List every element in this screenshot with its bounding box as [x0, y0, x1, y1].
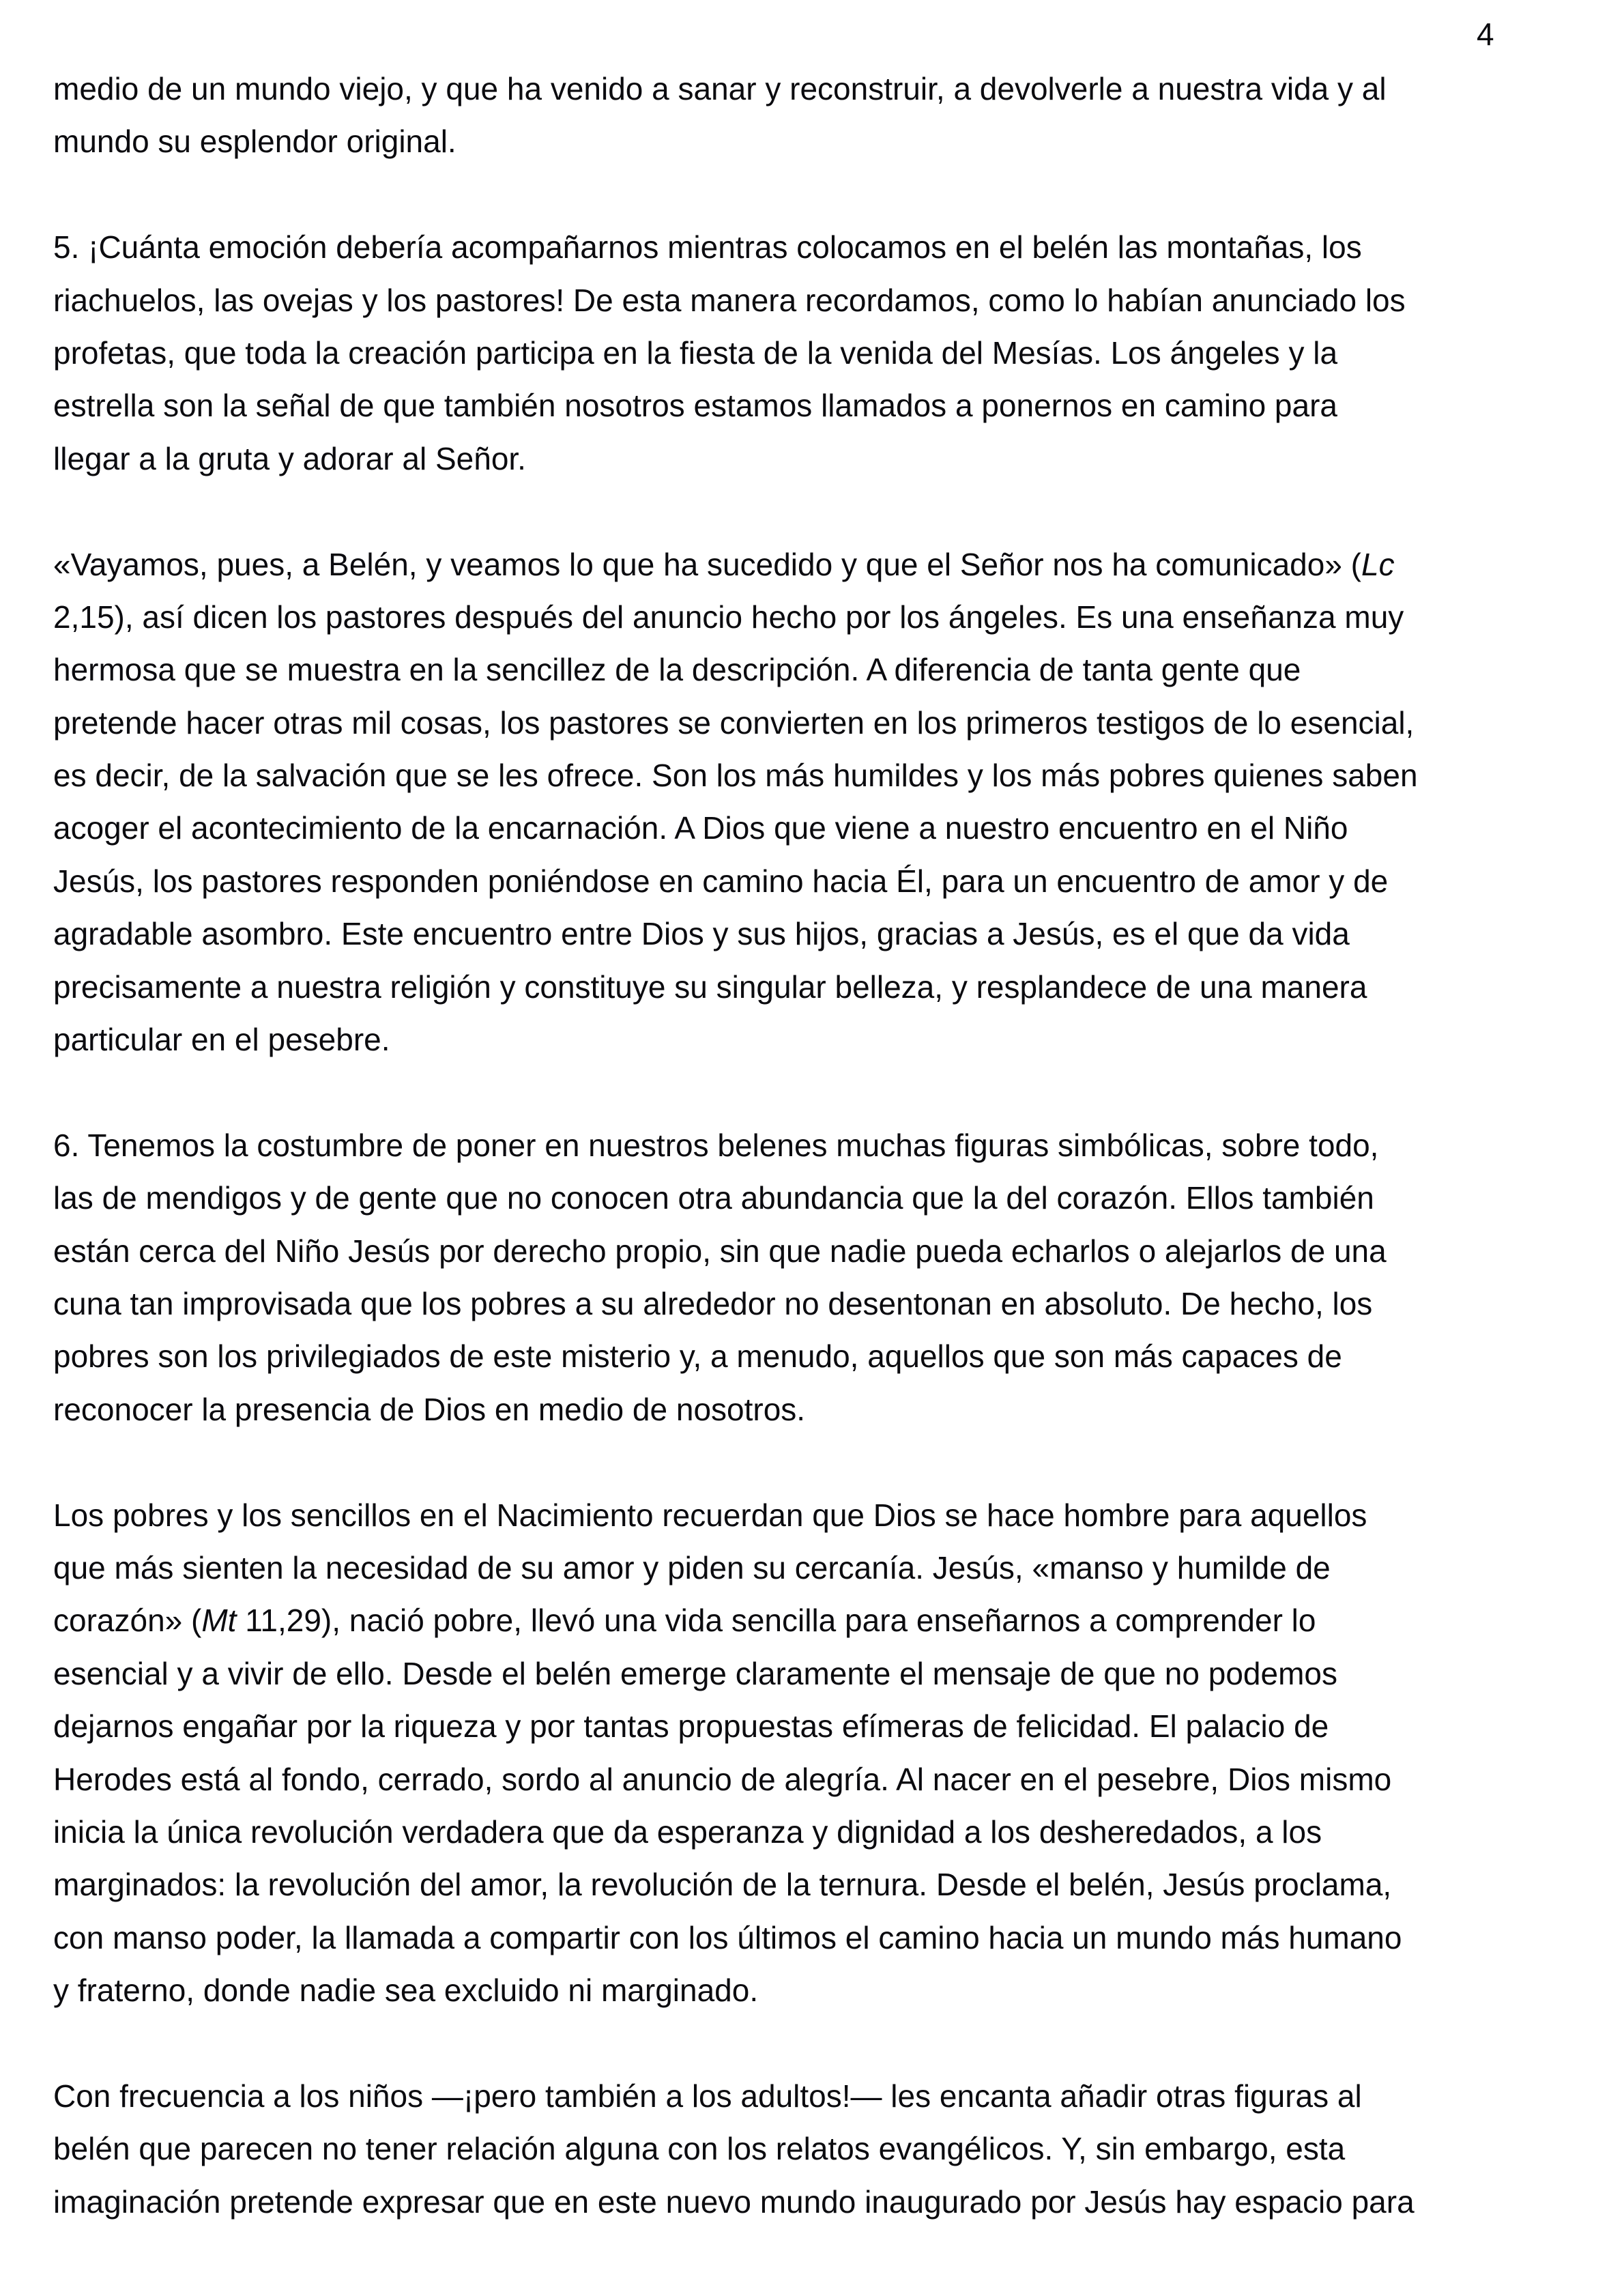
text-line — [53, 221, 1582, 274]
text-line — [53, 1119, 1582, 1172]
text-line — [53, 1225, 1582, 1278]
paragraph — [53, 539, 1582, 1067]
text-line — [53, 1806, 1582, 1859]
text-line — [53, 1542, 1582, 1594]
text-run: 2,15), así dicen los pastores después del anuncio hecho por los ángeles. Es una enseñanza muy — [53, 599, 1404, 635]
citation-abbrev: Mt — [201, 1603, 237, 1639]
text-run: llegar a la gruta y adorar al Señor. — [53, 440, 526, 476]
text-run: riachuelos, las ovejas y los pastores! De esta manera recordamos, como lo habían anunciado los — [53, 282, 1406, 318]
text-run: pobres son los privilegiados de este misterio y, a menudo, aquellos que son más capaces de — [53, 1338, 1342, 1375]
text-line — [53, 1172, 1582, 1224]
text-run: pretende hacer otras mil cosas, los pastores se convierten en los primeros testigos de lo esencial, — [53, 704, 1415, 741]
text-line — [53, 1594, 1582, 1647]
text-run: esencial y a vivir de ello. Desde el belén emerge claramente el mensaje de que no podemos — [53, 1655, 1337, 1691]
paragraph — [53, 2070, 1582, 2228]
text-line — [53, 539, 1582, 591]
text-line — [53, 2123, 1582, 2175]
text-line — [53, 1278, 1582, 1330]
text-line — [53, 274, 1582, 327]
text-run: las de mendigos y de gente que no conocen otra abundancia que la del corazón. Ellos también — [53, 1180, 1374, 1216]
text-line — [53, 1383, 1582, 1436]
text-line — [53, 1859, 1582, 1911]
text-run: imaginación pretende expresar que en este nuevo mundo inaugurado por Jesús hay espacio para — [53, 2183, 1415, 2220]
text-run: con manso poder, la llamada a compartir con los últimos el camino hacia un mundo más humano — [53, 1919, 1402, 1955]
text-run: «Vayamos, pues, a Belén, y veamos lo que ha sucedido y que el Señor nos ha comunicado» ( — [53, 546, 1361, 582]
text-run: agradable asombro. Este encuentro entre Dios y sus hijos, gracias a Jesús, es el que da vida — [53, 916, 1350, 952]
text-line — [53, 697, 1582, 749]
text-run: reconocer la presencia de Dios en medio de nosotros. — [53, 1391, 806, 1427]
text-run: dejarnos engañar por la riqueza y por tantas propuestas efímeras de felicidad. El palacio de — [53, 1708, 1329, 1745]
text-line — [53, 644, 1582, 696]
text-line — [53, 591, 1582, 644]
text-line — [53, 1489, 1582, 1542]
text-run: 11,29), nació pobre, llevó una vida sencilla para enseñarnos a comprender lo — [236, 1603, 1316, 1639]
paragraph — [53, 221, 1582, 485]
text-run: están cerca del Niño Jesús por derecho propio, sin que nadie pueda echarlos o alejarlos de una — [53, 1233, 1387, 1269]
text-run: Jesús, los pastores responden poniéndose en camino hacia Él, para un encuentro de amor y de — [53, 863, 1389, 899]
text-run: es decir, de la salvación que se les ofrece. Son los más humildes y los más pobres quienes saben — [53, 758, 1418, 794]
paragraph — [53, 63, 1582, 169]
text-run: belén que parecen no tener relación alguna con los relatos evangélicos. Y, sin embargo, esta — [53, 2131, 1346, 2167]
text-line — [53, 1964, 1582, 2017]
text-run: mundo su esplendor original. — [53, 124, 456, 160]
text-line — [53, 1753, 1582, 1806]
text-run: 5. ¡Cuánta emoción debería acompañarnos mientras colocamos en el belén las montañas, los — [53, 229, 1362, 266]
text-line — [53, 379, 1582, 432]
text-line — [53, 1700, 1582, 1753]
text-run: corazón» ( — [53, 1603, 202, 1639]
text-line — [53, 855, 1582, 908]
text-run: profetas, que toda la creación participa en la fiesta de la venida del Mesías. Los ángeles y la — [53, 334, 1338, 371]
text-line — [53, 1014, 1582, 1066]
text-run: marginados: la revolución del amor, la revolución de la ternura. Desde el belén, Jesús proclama, — [53, 1867, 1392, 1903]
text-line — [53, 1912, 1582, 1964]
text-line — [53, 327, 1582, 379]
text-line — [53, 1330, 1582, 1383]
text-run: inicia la única revolución verdadera que da esperanza y dignidad a los desheredados, a los — [53, 1813, 1322, 1850]
text-run: cuna tan improvisada que los pobres a su alrededor no desentonan en absoluto. De hecho, los — [53, 1285, 1373, 1321]
text-run: precisamente a nuestra religión y constituye su singular belleza, y resplandece de una manera — [53, 969, 1367, 1005]
text-line — [53, 749, 1582, 802]
document-body — [53, 63, 1582, 2281]
text-line — [53, 1648, 1582, 1700]
text-run: particular en el pesebre. — [53, 1022, 390, 1058]
paragraph — [53, 1119, 1582, 1436]
text-run: Herodes está al fondo, cerrado, sordo al anuncio de alegría. Al nacer en el pesebre, Dios mismo — [53, 1761, 1392, 1797]
text-line — [53, 2070, 1582, 2123]
text-run: medio de un mundo viejo, y que ha venido a sanar y reconstruir, a devolverle a nuestra vida y al — [53, 71, 1387, 106]
text-line — [53, 802, 1582, 855]
text-line — [53, 433, 1582, 485]
text-line — [53, 961, 1582, 1014]
text-run: Con frecuencia a los niños —¡pero también a los adultos!— les encanta añadir otras figuras al — [53, 2078, 1362, 2114]
text-run: Los pobres y los sencillos en el Nacimiento recuerdan que Dios se hace hombre para aquellos — [53, 1497, 1367, 1533]
text-run: hermosa que se muestra en la sencillez de la descripción. A diferencia de tanta gente que — [53, 652, 1301, 688]
page-number: 4 — [1477, 16, 1494, 52]
text-run: estrella son la señal de que también nosotros estamos llamados a ponernos en camino para — [53, 388, 1338, 424]
text-line — [53, 63, 1582, 115]
text-run: 6. Tenemos la costumbre de poner en nuestros belenes muchas figuras simbólicas, sobre todo, — [53, 1127, 1379, 1163]
text-line — [53, 2176, 1582, 2228]
text-line — [53, 908, 1582, 960]
text-line — [53, 115, 1582, 168]
text-run: que más sienten la necesidad de su amor y piden su cercanía. Jesús, «manso y humilde de — [53, 1549, 1331, 1586]
paragraph — [53, 1489, 1582, 2018]
text-run: y fraterno, donde nadie sea excluido ni marginado. — [53, 1972, 759, 2009]
text-run: acoger el acontecimiento de la encarnación. A Dios que viene a nuestro encuentro en el Niño — [53, 810, 1348, 846]
citation-abbrev: Lc — [1361, 546, 1395, 582]
